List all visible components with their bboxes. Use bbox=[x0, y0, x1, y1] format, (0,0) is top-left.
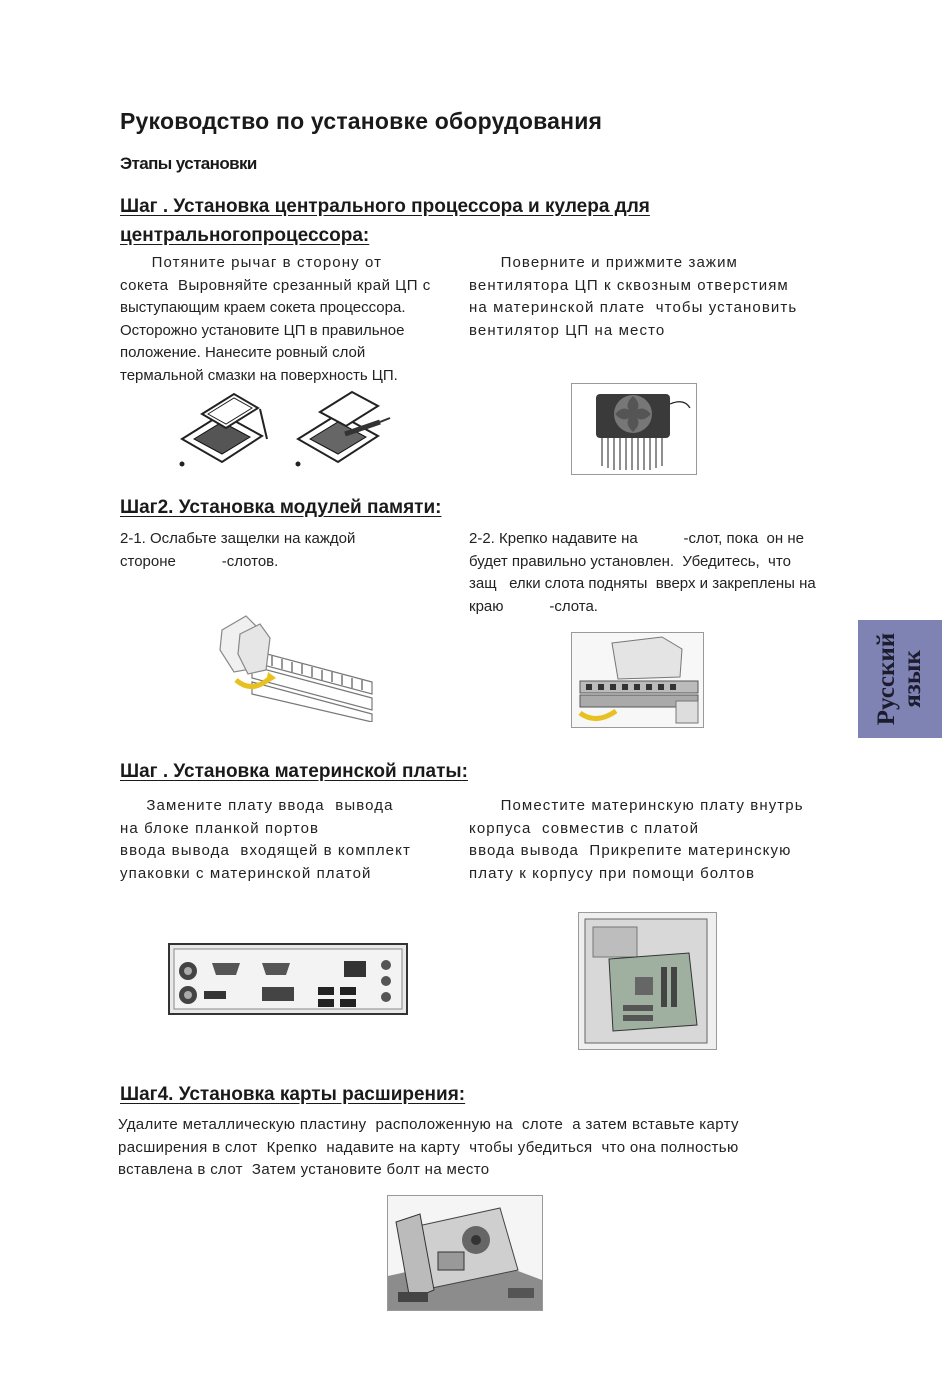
step1-left-text bbox=[120, 252, 465, 387]
step2-right-text bbox=[469, 528, 869, 618]
step1-right-line: на материнской плате чтобы установить bbox=[469, 299, 798, 316]
step2-left-line: стороне -слотов. bbox=[120, 552, 279, 570]
step3-right-text bbox=[469, 795, 859, 885]
step2-left-line: 2-1. Ослабьте защелки на каждой bbox=[120, 530, 356, 547]
step1-left-line: сокета Выровняйте срезанный край ЦП с bbox=[120, 276, 431, 294]
step1-left-line: термальной смазки на поверхность ЦП. bbox=[120, 366, 398, 384]
step4-text bbox=[118, 1114, 838, 1182]
step4-line: Удалите металлическую пластину расположенную на слоте а затем вставьте карту bbox=[118, 1116, 739, 1133]
step3-heading: Шаг . Установка материнской платы: bbox=[120, 761, 468, 782]
step3-left-line: на блоке планкой портов bbox=[120, 819, 320, 837]
cpu-cooler-photo bbox=[571, 383, 697, 475]
step3-left-line: упаковки с материнской платой bbox=[120, 864, 372, 882]
cpu-thermal-paste-illustration bbox=[290, 384, 395, 474]
page-title: Руководство по установке оборудования bbox=[120, 108, 603, 134]
step3-left-line: ввода вывода входящей в комплект bbox=[120, 842, 411, 859]
step1-left-line: положение. Нанесите ровный слой bbox=[120, 344, 366, 361]
step1-right-text bbox=[469, 252, 849, 342]
step2-left-text bbox=[120, 528, 460, 573]
language-tab bbox=[858, 620, 942, 738]
step4-line: расширения в слот Крепко надавите на карту чтобы убедиться что она полностью bbox=[118, 1138, 739, 1156]
memory-install-photo bbox=[571, 632, 704, 728]
step3-right-line: ввода вывода Прикрепите материнскую bbox=[469, 842, 792, 859]
step2-heading: Шаг2. Установка модулей памяти: bbox=[120, 497, 442, 518]
step3-left-text bbox=[120, 795, 465, 885]
cpu-socket-illustration bbox=[172, 384, 272, 474]
step1-heading-line2: центральногопроцессора: bbox=[120, 225, 370, 246]
language-tab-line1: Русский bbox=[873, 632, 901, 726]
step1-heading-line1: Шаг . Установка центрального процессора и кулера для bbox=[120, 196, 650, 217]
section-title: Этапы установки bbox=[120, 154, 257, 173]
motherboard-in-case-photo bbox=[578, 912, 717, 1050]
step1-right-line: Поверните и прижмите зажим bbox=[469, 254, 738, 271]
step2-right-line: защ елки слота подняты вверх и закреплены на bbox=[469, 575, 816, 592]
memory-latch-illustration bbox=[212, 610, 377, 722]
step1-right-line: вентилятор ЦП на место bbox=[469, 321, 666, 339]
language-tab-line2: язык bbox=[899, 650, 927, 708]
step1-left-line: Осторожно установите ЦП в правильное bbox=[120, 321, 405, 339]
expansion-card-photo bbox=[387, 1195, 543, 1311]
step2-right-line: будет правильно установлен. Убедитесь, что bbox=[469, 552, 791, 570]
io-shield-illustration bbox=[168, 943, 408, 1015]
step1-left-line: выступающим краем сокета процессора. bbox=[120, 299, 406, 316]
step3-right-line: Поместите материнскую плату внутрь bbox=[469, 797, 804, 814]
step3-left-line: Замените плату ввода вывода bbox=[120, 797, 394, 814]
step1-left-line: Потяните рычаг в сторону от bbox=[120, 254, 383, 271]
step1-right-line: вентилятора ЦП к сквозным отверстиям bbox=[469, 276, 789, 294]
step3-right-line: корпуса совместив с платой bbox=[469, 819, 700, 837]
step2-right-line: краю -слота. bbox=[469, 597, 598, 615]
step4-line: вставлена в слот Затем установите болт на место bbox=[118, 1161, 490, 1178]
step2-right-line: 2-2. Крепко надавите на -слот, пока он не bbox=[469, 530, 804, 547]
step4-heading: Шаг4. Установка карты расширения: bbox=[120, 1084, 466, 1105]
step3-right-line: плату к корпусу при помощи болтов bbox=[469, 864, 756, 882]
